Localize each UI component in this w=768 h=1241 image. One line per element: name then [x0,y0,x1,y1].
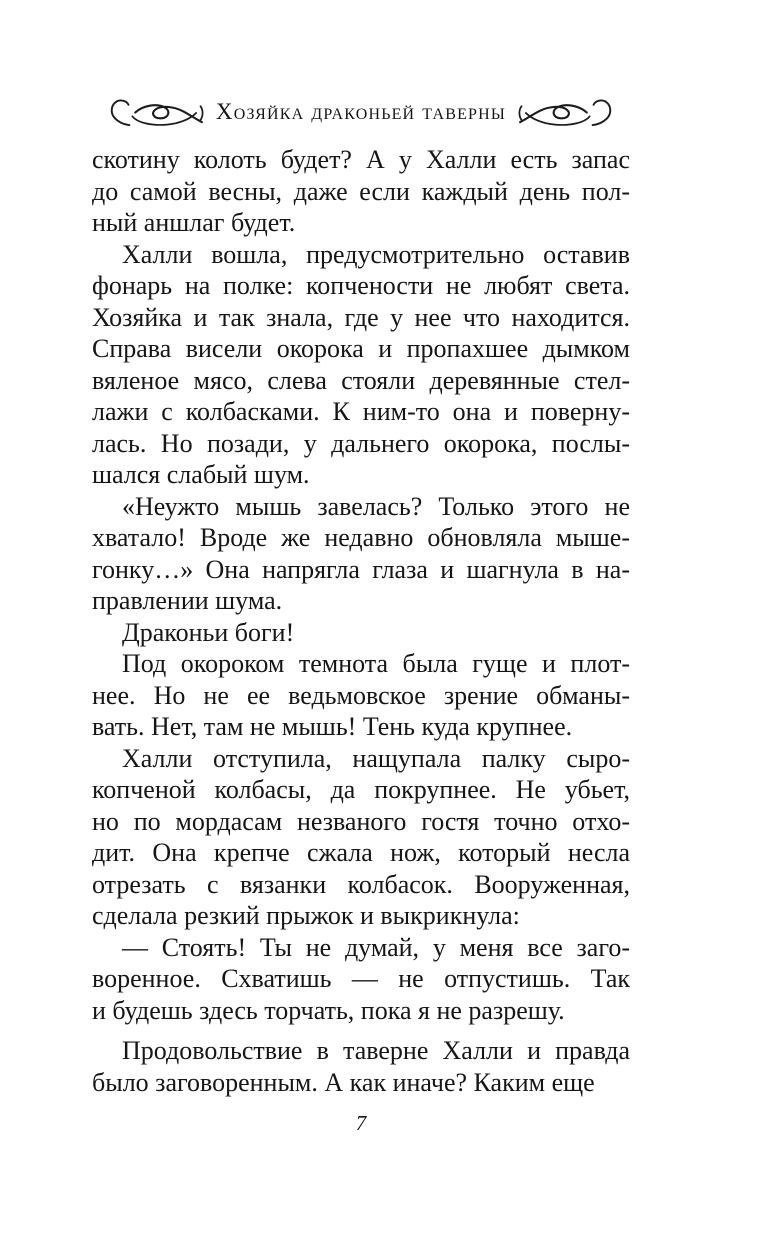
page-footer [92,1111,630,1136]
text-line: Халли вошла, предусмотрительно оставив [122,239,630,269]
text-line: до самой весны, даже если каждый день пол- [92,176,630,206]
text-line: Хозяйка и так знала, где у нее что находится. [92,302,630,332]
text-line: вать. Нет, там не мышь! Тень куда крупнее. [92,712,573,741]
text-line: «Неужто мышь завелась? Только этого не [122,491,630,521]
page-title: Хозяйка драконьей таверны [215,98,507,124]
text-line: шался слабый шум. [92,460,310,489]
text-line: но по мордасам незваного гостя точно отхо- [92,806,630,836]
text-line: лась. Но позади, у дальнего окорока, послы- [92,428,630,458]
text-line: Драконьи боги! [122,617,295,647]
text-line: фонарь на полке: копчености не любят света. [92,271,630,300]
paragraph [92,617,630,649]
text-line: вяленое мясо, слева стояли деревянные стел- [92,365,630,395]
text-line: Халли отступила, нащупала палку сыро- [122,743,630,773]
text-line: — Стоять! Ты не думай, у меня все заго- [122,932,630,962]
text-line: Под окороком темнота была гуще и плот- [122,649,630,678]
text-line: воренное. Схватишь — не отпустишь. Так [92,964,630,993]
calligraphic-flourish-right-icon [517,98,614,127]
paragraph [92,239,630,491]
paragraph [92,144,630,239]
text-line: сделала резкий прыжок и выкрикнула: [92,901,520,930]
text-line: отрезать с вязанки колбасок. Вооруженная, [92,869,630,899]
paragraph [92,491,630,617]
text-line: лажи с колбасками. К ним-то она и поверну- [92,397,630,426]
text-line: гонку…» Она напрягла глаза и шагнула в на- [92,554,630,584]
text-line: и будешь здесь торчать, пока я не разрешу. [92,995,565,1025]
page-number: 7 [355,1111,367,1135]
page-header [92,96,630,128]
text-line: скотину колоть будет? А у Халли есть запас [92,145,630,174]
paragraph [92,932,630,1027]
body-text [92,144,630,1098]
text-line: хватало! Вроде же недавно обновляла мыше- [92,523,630,552]
text-line: дит. Она крепче сжала нож, который несла [92,838,630,867]
text-line: ный аншлаг будет. [92,208,296,237]
text-line: правлении шума. [92,586,283,615]
text-line: копченой колбасы, да покрупнее. Не убьет, [92,775,630,804]
paragraph [92,743,630,932]
text-line: Справа висели окорока и пропахшее дымком [92,334,630,363]
text-line: Продовольствие в таверне Халли и правда [122,1036,630,1065]
text-line: было заговоренным. А как иначе? Каким еще [92,1067,595,1097]
paragraph [92,648,630,743]
calligraphic-flourish-left-icon [108,98,205,127]
paragraph [92,1035,630,1098]
text-line: нее. Но не ее ведьмовское зрение обманы- [92,680,630,710]
